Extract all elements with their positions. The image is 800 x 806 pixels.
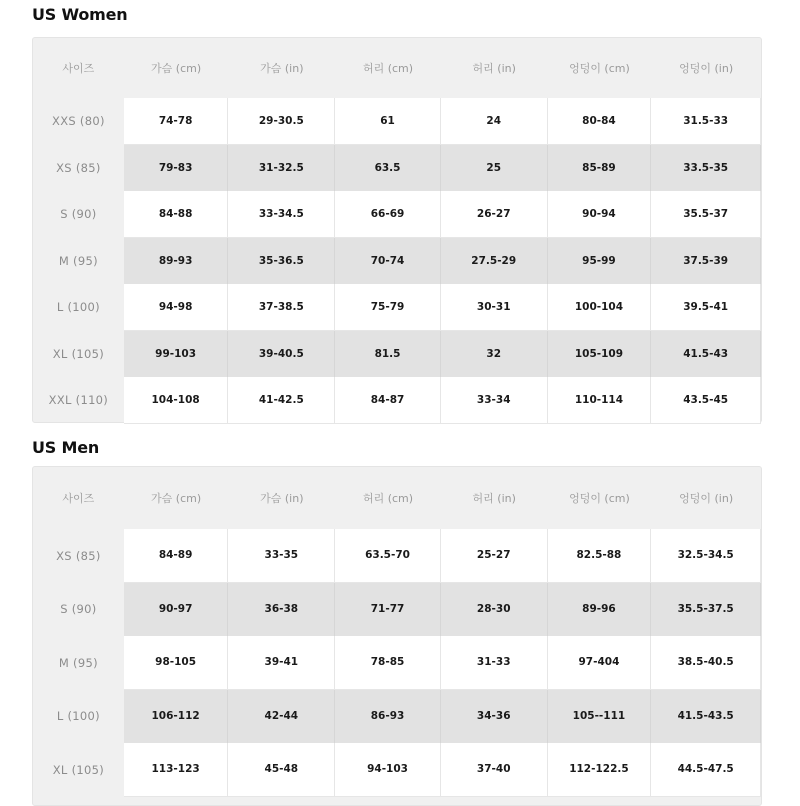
- table-cell: 43.5-45: [651, 377, 761, 424]
- table-cell: 78-85: [335, 636, 441, 690]
- table-cell: 79-83: [124, 145, 229, 192]
- table-cell: 98-105: [124, 636, 229, 690]
- table-cell: 99-103: [124, 331, 229, 378]
- table-cell: 35.5-37: [651, 191, 761, 238]
- table-cell: 24: [441, 98, 548, 145]
- table-cell: 90-97: [124, 583, 229, 637]
- table-cell: 105--111: [548, 690, 652, 744]
- header-hip-in: 엉덩이 (in): [679, 492, 734, 505]
- table-header-row: [33, 38, 761, 98]
- row-size-label: L (100): [56, 709, 100, 724]
- table-row: [33, 238, 761, 285]
- table-cell: 89-96: [548, 583, 652, 637]
- table-row: [33, 529, 761, 583]
- row-size-label: S (90): [60, 602, 97, 617]
- table-row: [33, 636, 761, 690]
- table-cell: 45-48: [228, 743, 335, 797]
- table-cell: 33-35: [228, 529, 335, 583]
- row-size-label: L (100): [56, 300, 100, 315]
- table-cell: 90-94: [548, 191, 652, 238]
- header-waist-cm: 허리 (cm): [362, 492, 414, 505]
- table-cell: 70-74: [335, 238, 441, 285]
- table-cell: 32.5-34.5: [651, 529, 761, 583]
- table-cell: 25-27: [441, 529, 548, 583]
- table-cell: 35.5-37.5: [651, 583, 761, 637]
- table-cell: 33-34.5: [228, 191, 335, 238]
- table-cell: 84-89: [124, 529, 229, 583]
- table-row: [33, 145, 761, 192]
- table-cell: 36-38: [228, 583, 335, 637]
- header-size: 사이즈: [62, 492, 95, 505]
- row-size-label: M (95): [58, 655, 98, 670]
- table-cell: 63.5: [335, 145, 441, 192]
- table-cell: 86-93: [335, 690, 441, 744]
- table-cell: 63.5-70: [335, 529, 441, 583]
- table-cell: 112-122.5: [548, 743, 652, 797]
- table-cell: 39-41: [228, 636, 335, 690]
- table-cell: 38.5-40.5: [651, 636, 761, 690]
- table-cell: 31-33: [441, 636, 548, 690]
- header-size: 사이즈: [62, 62, 95, 75]
- row-size-label: XXL (110): [48, 393, 109, 408]
- table-cell: 42-44: [228, 690, 335, 744]
- header-chest-cm: 가슴 (cm): [151, 62, 202, 75]
- row-size-label: XL (105): [52, 346, 104, 361]
- table-header-row: [33, 467, 761, 529]
- table-cell: 94-103: [335, 743, 441, 797]
- table-cell: 33.5-35: [651, 145, 761, 192]
- header-waist-cm: 허리 (cm): [362, 62, 414, 75]
- table-cell: 61: [335, 98, 441, 145]
- row-size-label: S (90): [60, 207, 97, 222]
- row-size-label: XS (85): [56, 548, 101, 563]
- table-cell: 41-42.5: [228, 377, 335, 424]
- row-size-label: XXS (80): [52, 114, 105, 129]
- row-size-label: M (95): [58, 253, 98, 268]
- table-cell: 113-123: [124, 743, 229, 797]
- table-cell: 110-114: [548, 377, 652, 424]
- table-cell: 25: [441, 145, 548, 192]
- header-hip-cm: 엉덩이 (cm): [569, 492, 630, 505]
- table-cell: 74-78: [124, 98, 229, 145]
- row-size-label: XS (85): [56, 160, 101, 175]
- table-cell: 71-77: [335, 583, 441, 637]
- header-hip-cm: 엉덩이 (cm): [569, 62, 630, 75]
- table-cell: 37-38.5: [228, 284, 335, 331]
- table-row: [33, 191, 761, 238]
- header-waist-in: 허리 (in): [472, 62, 516, 75]
- table-cell: 95-99: [548, 238, 652, 285]
- table-row: [33, 284, 761, 331]
- table-row: [33, 743, 761, 797]
- table-cell: 35-36.5: [228, 238, 335, 285]
- header-hip-in: 엉덩이 (in): [679, 62, 734, 75]
- table-row: [33, 377, 761, 424]
- table-cell: 104-108: [124, 377, 229, 424]
- table-cell: 37.5-39: [651, 238, 761, 285]
- row-size-label: XL (105): [52, 762, 104, 777]
- table-cell: 81.5: [335, 331, 441, 378]
- table-cell: 89-93: [124, 238, 229, 285]
- women-section-title: US Women: [32, 5, 128, 24]
- header-waist-in: 허리 (in): [472, 492, 516, 505]
- table-cell: 44.5-47.5: [651, 743, 761, 797]
- table-cell: 30-31: [441, 284, 548, 331]
- table-cell: 41.5-43.5: [651, 690, 761, 744]
- table-cell: 66-69: [335, 191, 441, 238]
- table-cell: 84-87: [335, 377, 441, 424]
- women-size-table: [32, 37, 762, 423]
- table-cell: 41.5-43: [651, 331, 761, 378]
- table-row: [33, 98, 761, 145]
- table-cell: 28-30: [441, 583, 548, 637]
- table-cell: 33-34: [441, 377, 548, 424]
- table-cell: 31-32.5: [228, 145, 335, 192]
- men-size-table: [32, 466, 762, 806]
- table-cell: 26-27: [441, 191, 548, 238]
- table-cell: 94-98: [124, 284, 229, 331]
- header-chest-in: 가슴 (in): [260, 62, 304, 75]
- table-cell: 105-109: [548, 331, 652, 378]
- table-row: [33, 331, 761, 378]
- table-cell: 29-30.5: [228, 98, 335, 145]
- table-cell: 82.5-88: [548, 529, 652, 583]
- header-chest-in: 가슴 (in): [260, 492, 304, 505]
- table-cell: 39-40.5: [228, 331, 335, 378]
- table-row: [33, 690, 761, 744]
- table-row: [33, 583, 761, 637]
- header-chest-cm: 가슴 (cm): [151, 492, 202, 505]
- table-cell: 32: [441, 331, 548, 378]
- table-cell: 27.5-29: [441, 238, 548, 285]
- table-cell: 75-79: [335, 284, 441, 331]
- table-cell: 31.5-33: [651, 98, 761, 145]
- table-cell: 106-112: [124, 690, 229, 744]
- table-cell: 37-40: [441, 743, 548, 797]
- table-cell: 80-84: [548, 98, 652, 145]
- table-cell: 34-36: [441, 690, 548, 744]
- table-cell: 97-404: [548, 636, 652, 690]
- men-section-title: US Men: [32, 438, 100, 457]
- table-cell: 100-104: [548, 284, 652, 331]
- table-cell: 84-88: [124, 191, 229, 238]
- table-cell: 85-89: [548, 145, 652, 192]
- table-cell: 39.5-41: [651, 284, 761, 331]
